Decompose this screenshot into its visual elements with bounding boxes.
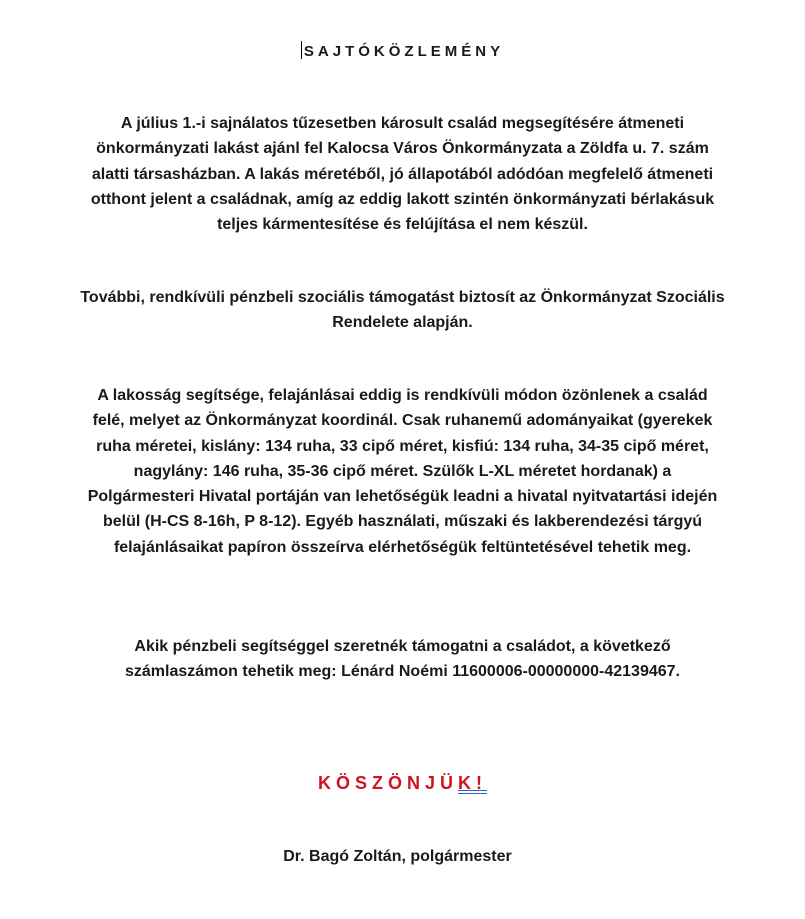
document-title [0,41,805,62]
text-cursor [301,41,302,59]
paragraph-donations: A lakosság segítsége, felajánlásai eddig is rendkívüli módon özönlenek a család felé, melyet az Önkormányzat koordinál. Csak ruhanemű adományaikat (gyerekek ruha méretei, kislány: 134 ruha, 33 cipő méret, kisfiú: 134 ruha, 34-35 cipő méret, nagylány: 146 ruha, 35-36 cipő méret. Szülők L-XL méretet hordanak) a Polgármesteri Hivatal portáján van lehetőségük leadni a hivatal nyitvatartási idején belül (H-CS 8-16h, P 8-12). Egyéb használati, műszaki és lakberendezési tárgyú felajánlásaikat papíron összeírva elérhetőségük feltüntetésével tehetik meg. [87,387,718,556]
thanks-text-main: KÖSZÖNJÜ [317,773,458,793]
document-title-text: SAJTÓKÖZLEMÉNY [303,43,505,60]
thanks-text-spellcheck-marked: K! [458,773,487,793]
paragraph-financial-support: További, rendkívüli pénzbeli szociális támogatást biztosít az Önkormányzat Szociális Rendelete alapján. [80,289,725,332]
thanks-heading [0,771,805,795]
signature: Dr. Bagó Zoltán, polgármester [283,848,512,865]
paragraph-housing: A július 1.-i sajnálatos tűzesetben károsult család megsegítésére átmeneti önkormányzati lakást ajánl fel Kalocsa Város Önkormányzata a Zöldfa u. 7. szám alatti társasházban. A lakás méretéből, jó állapotából adódóan megfelelő átmeneti otthont jelent a családnak, amíg az eddig lakott szintén önkormányzati bérlakásuk teljes kármentesítése és felújítása el nem készül. [90,115,715,234]
paragraph-bank-account: Akik pénzbeli segítséggel szeretnék támogatni a családot, a következő számlaszámon tehetik meg: Lénárd Noémi 11600006-00000000-42139467. [125,638,680,681]
